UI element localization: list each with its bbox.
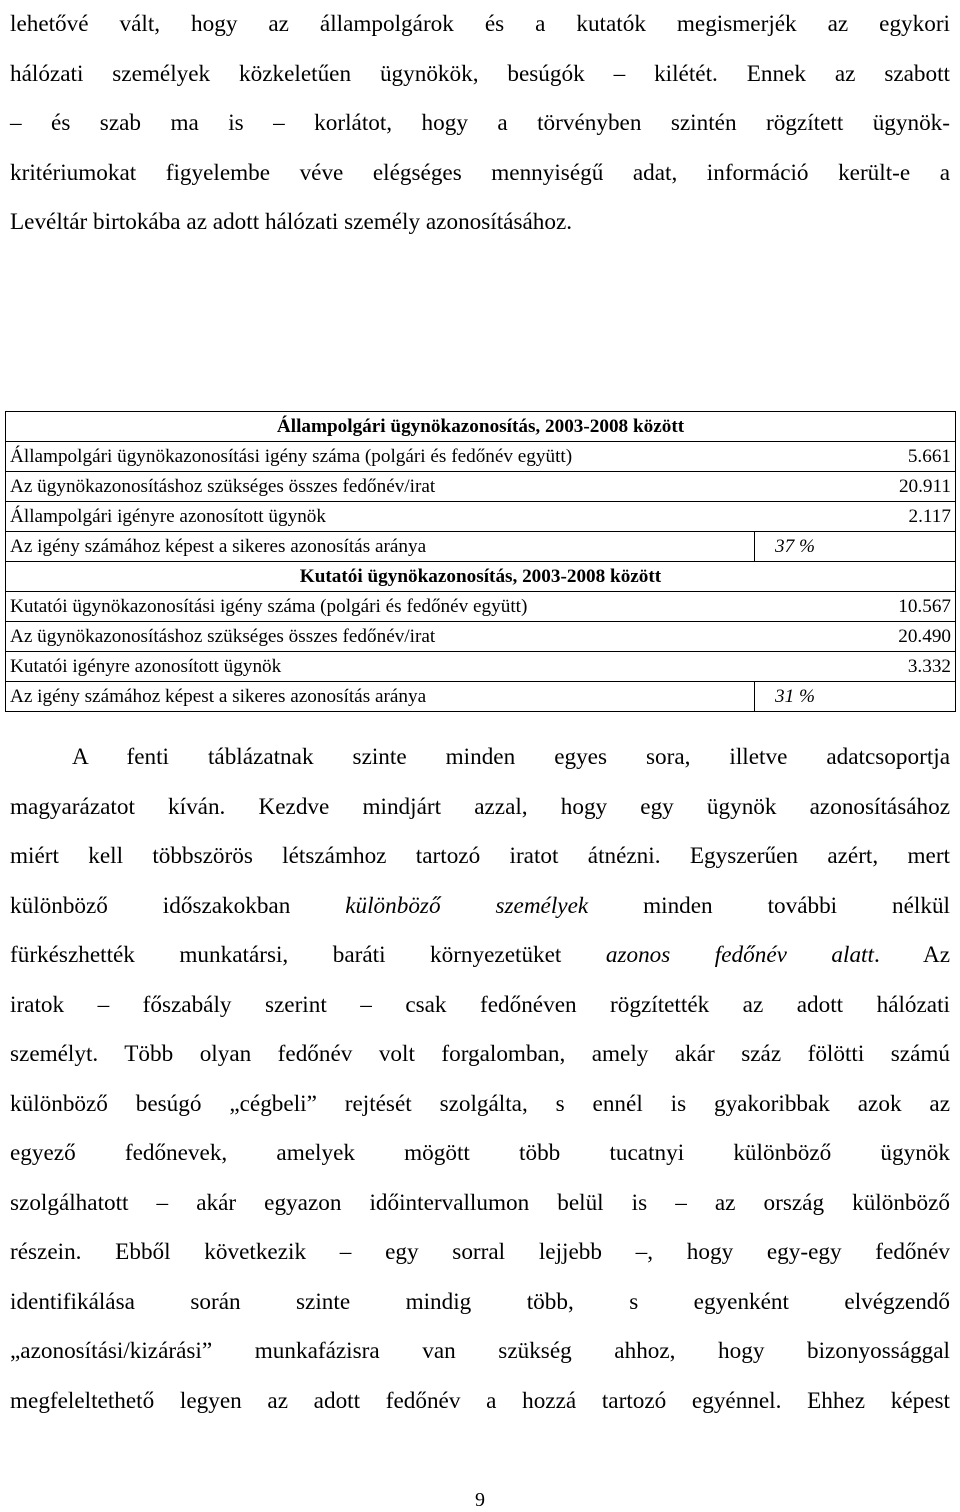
row-value: 20.911 [755,472,956,502]
text-line: identifikálása során szinte mindig több, s egyenként elvégzendő [10,1288,950,1315]
row-value: 10.567 [755,592,956,622]
text-line: magyarázatot kíván. Kezdve mindjárt azzal, hogy egy ügynök azonosításához [10,793,950,820]
page-number: 9 [475,1489,485,1511]
text-segment: különböző időszakokban [10,892,346,919]
text-line: iratok – főszabály szerint – csak fedőnéven rögzítették az adott hálózati [10,991,950,1018]
table-row [6,652,956,682]
text-line: egyező fedőnevek, amelyek mögött több tucatnyi különböző ügynök [10,1140,950,1166]
text-line: miért kell többszörös létszámhoz tartozó iratot átnézni. Egyszerűen azért, mert [10,843,950,869]
text-line: megfeleltethető legyen az adott fedőnév a hozzá tartozó egyénnel. Ehhez képest [10,1387,950,1414]
text-line: Levéltár birtokába az adott hálózati személy azonosításához. [10,209,573,235]
row-label: Kutatói ügynökazonosítási igény száma (polgári és fedőnév együtt) [6,592,755,622]
text-line: lehetővé vált, hogy az állampolgárok és a kutatók megismerjék az egykori [10,11,950,37]
text-line: hálózati személyek közkeletűen ügynökök, besúgók – kilétét. Ennek az szabott [10,60,950,87]
text-line: különböző besúgó „cégbeli” rejtését szolgálta, s ennél is gyakoribbak azok az [10,1090,950,1117]
ratio-label: Az igény számához képest a sikeres azonosítás aránya [6,532,755,562]
table-row [6,442,956,472]
row-value: 5.661 [755,442,956,472]
text-line: „azonosítási/kizárási” munkafázisra van szükség ahhoz, hogy bizonyossággal [10,1338,950,1364]
text-segment: minden további nélkül [588,892,950,919]
table-row [6,502,956,532]
intro-paragraph [10,0,950,248]
table-row [6,682,956,712]
row-label: Állampolgári ügynökazonosítási igény száma (polgári és fedőnév együtt) [6,442,755,472]
table-row [6,472,956,502]
emphasized-text: azonos fedőnév alatt [605,942,874,968]
text-line [10,882,950,932]
ratio-value: 31 % [755,682,956,712]
table-row [6,592,956,622]
row-value: 3.332 [755,652,956,682]
statistics-table [5,411,956,712]
section-title-citizen: Állampolgári ügynökazonosítás, 2003-2008 között [6,412,956,442]
section-title-researcher: Kutatói ügynökazonosítás, 2003-2008 között [6,562,956,592]
row-label: Kutatói igényre azonosított ügynök [6,652,755,682]
body-paragraph [10,733,950,1426]
table-row [6,562,956,592]
table-row [6,412,956,442]
text-line [10,931,950,981]
row-value: 20.490 [755,622,956,652]
text-line: szolgálhatott – akár egyazon időintervallumon belül is – az ország különböző [10,1189,950,1216]
ratio-value: 37 % [755,532,956,562]
table-row [6,622,956,652]
text-line: részein. Ebből következik – egy sorral lejjebb –, hogy egy-egy fedőnév [10,1239,950,1265]
row-label: Az ügynökazonosításhoz szükséges összes fedőnév/irat [6,622,755,652]
text-segment: fürkészhették munkatársi, baráti környezetüket [10,942,606,968]
table-row [6,532,956,562]
text-line: – és szab ma is – korlátot, hogy a törvényben szintén rögzített ügynök- [10,110,950,136]
emphasized-text: különböző személyek [345,892,589,919]
row-label: Az ügynökazonosításhoz szükséges összes fedőnév/irat [6,472,755,502]
text-line: személyt. Több olyan fedőnév volt forgalomban, amely akár száz fölötti számú [10,1041,950,1067]
text-segment: . Az [873,942,950,968]
row-value: 2.117 [755,502,956,532]
ratio-label: Az igény számához képest a sikeres azonosítás aránya [6,682,755,712]
text-line: kritériumokat figyelembe véve elégséges mennyiségű adat, információ került-e a [10,159,950,186]
text-line: A fenti táblázatnak szinte minden egyes sora, illetve adatcsoportja [72,744,950,770]
row-label: Állampolgári igényre azonosított ügynök [6,502,755,532]
